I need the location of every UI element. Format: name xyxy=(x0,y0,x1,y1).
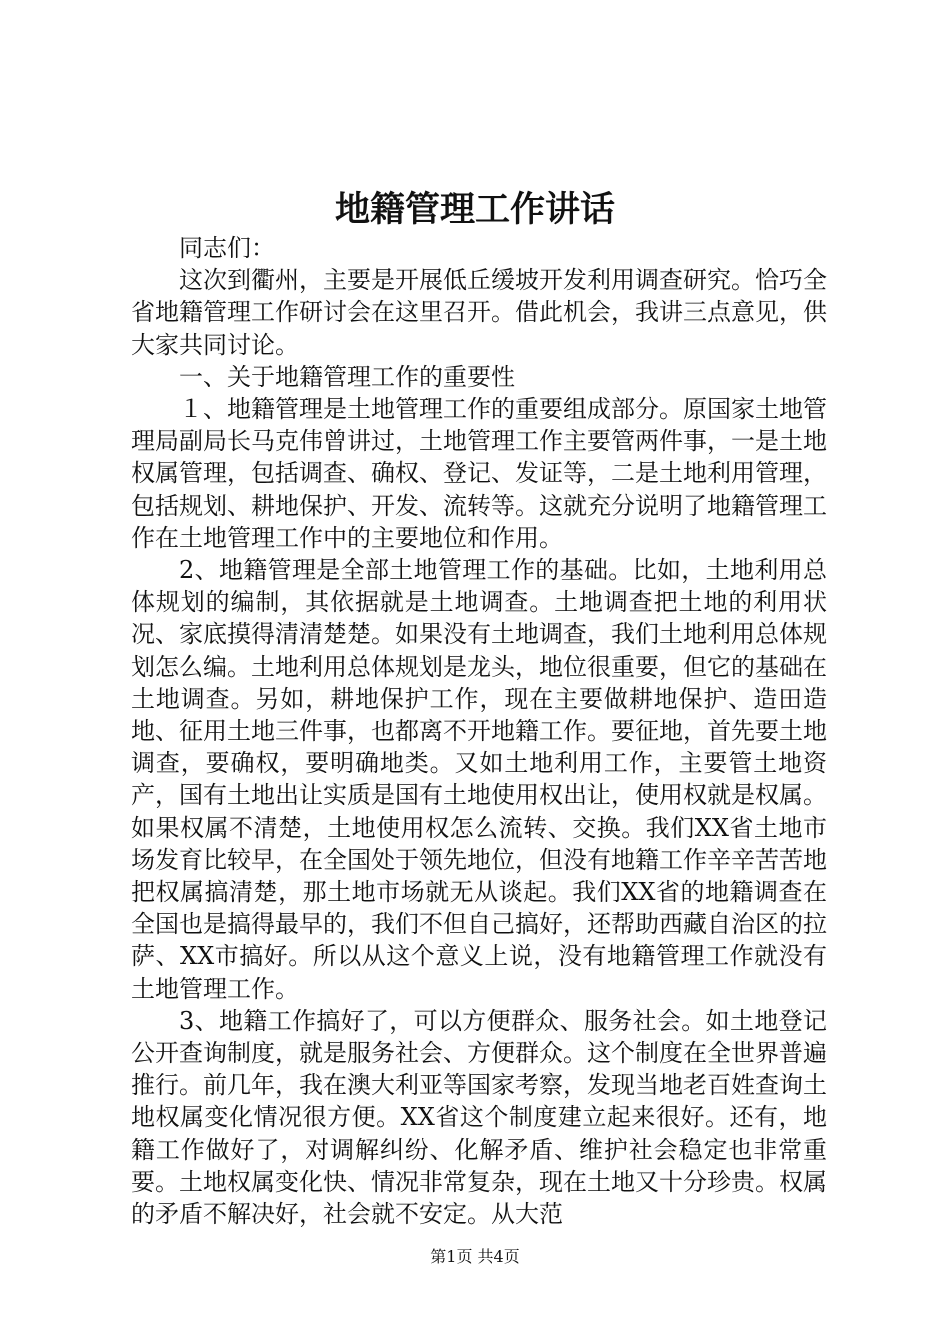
page-footer: 第1页 共4页 xyxy=(430,1247,520,1266)
document-body xyxy=(131,232,827,1230)
section-heading: 一、关于地籍管理工作的重要性 xyxy=(179,362,515,391)
point-1-paragraph: １、地籍管理是土地管理工作的重要组成部分。原国家土地管理局副局长马克伟曾讲过，土地管理工作主要管两件事，一是土地权属管理，包括调查、确权、登记、发证等，二是土地利用管理，包括规划、耕地保护、开发、流转等。这就充分说明了地籍管理工作在土地管理工作中的主要地位和作用。 xyxy=(131,395,827,552)
point-2-paragraph: 2、地籍管理是全部土地管理工作的基础。比如，土地利用总体规划的编制，其依据就是土地调查。土地调查把土地的利用状况、家底摸得清清楚楚。如果没有土地调查，我们土地利用总体规划怎么编。土地利用总体规划是龙头，地位很重要，但它的基础在土地调查。另如，耕地保护工作，现在主要做耕地保护、造田造地、征用土地三件事，也都离不开地籍工作。要征地，首先要土地调查，要确权，要明确地类。又如土地利用工作，主要管土地资产，国有土地出让实质是国有土地使用权出让，使用权就是权属。如果权属不清楚，土地使用权怎么流转、交换。我们XX省土地市场发育比较早，在全国处于领先地位，但没有地籍工作辛辛苦苦地把权属搞清楚，那土地市场就无从谈起。我们XX省的地籍调查在全国也是搞得最早的，我们不但自己搞好，还帮助西藏自治区的拉萨、XX市搞好。所以从这个意义上说，没有地籍管理工作就没有土地管理工作。 xyxy=(131,556,827,1003)
document-title: 地籍管理工作讲话 xyxy=(334,189,615,230)
intro-paragraph: 这次到衢州，主要是开展低丘缓坡开发利用调查研究。恰巧全省地籍管理工作研讨会在这里召开。借此机会，我讲三点意见，供大家共同讨论。 xyxy=(131,266,827,359)
salutation: 同志们： xyxy=(179,234,275,262)
point-3-paragraph: 3、地籍工作搞好了，可以方便群众、服务社会。如土地登记公开查询制度，就是服务社会、方便群众。这个制度在全世界普遍推行。前几年，我在澳大利亚等国家考察，发现当地老百姓查询土地权属变化情况很方便。XX省这个制度建立起来很好。还有，地籍工作做好了，对调解纠纷、化解矛盾、维护社会稳定也非常重要。土地权属变化快、情况非常复杂，现在土地又十分珍贵。权属的矛盾不解决好，社会就不安定。从大范 xyxy=(131,1006,827,1229)
